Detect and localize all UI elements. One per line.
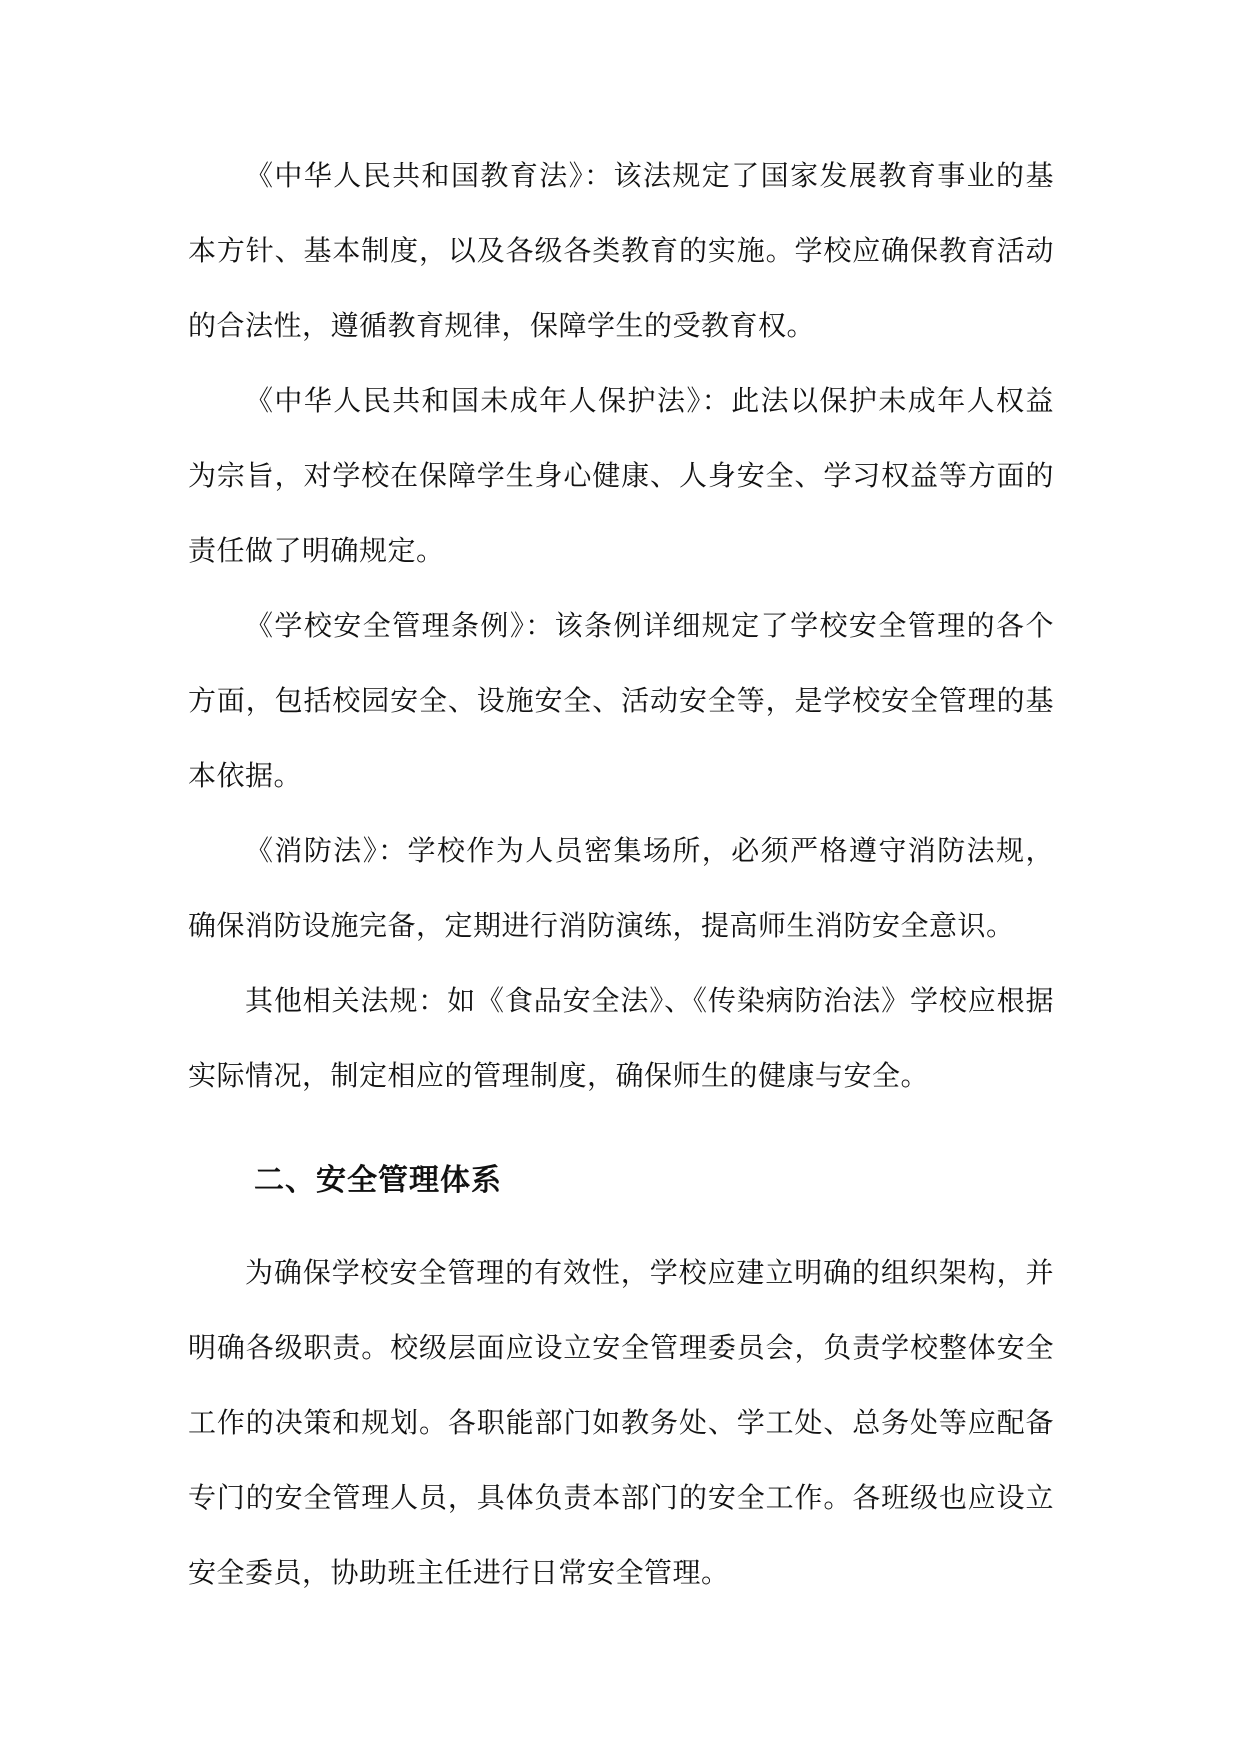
document-body: [188, 138, 1054, 1610]
paragraph-fire-law: 《消防法》：学校作为人员密集场所，必须严格遵守消防法规，确保消防设施完备，定期进行消防演练，提高师生消防安全意识。: [188, 834, 1054, 942]
paragraph-minor-protection-law: 《中华人民共和国未成年人保护法》：此法以保护未成年人权益为宗旨，对学校在保障学生身心健康、人身安全、学习权益等方面的责任做了明确规定。: [188, 384, 1054, 567]
paragraph-education-law: 《中华人民共和国教育法》：该法规定了国家发展教育事业的基本方针、基本制度，以及各级各类教育的实施。学校应确保教育活动的合法性，遵循教育规律，保障学生的受教育权。: [188, 159, 1054, 342]
paragraph-school-safety-regulation: 《学校安全管理条例》：该条例详细规定了学校安全管理的各个方面，包括校园安全、设施安全、活动安全等，是学校安全管理的基本依据。: [188, 609, 1054, 792]
paragraph-other-regulations: 其他相关法规：如《食品安全法》、《传染病防治法》学校应根据实际情况，制定相应的管理制度，确保师生的健康与安全。: [188, 984, 1054, 1092]
paragraph-safety-management-system: 为确保学校安全管理的有效性，学校应建立明确的组织架构，并明确各级职责。校级层面应设立安全管理委员会，负责学校整体安全工作的决策和规划。各职能部门如教务处、学工处、总务处等应配备专门的安全管理人员，具体负责本部门的安全工作。各班级也应设立安全委员，协助班主任进行日常安全管理。: [188, 1256, 1054, 1589]
section-heading: 二、安全管理体系: [254, 1163, 502, 1198]
